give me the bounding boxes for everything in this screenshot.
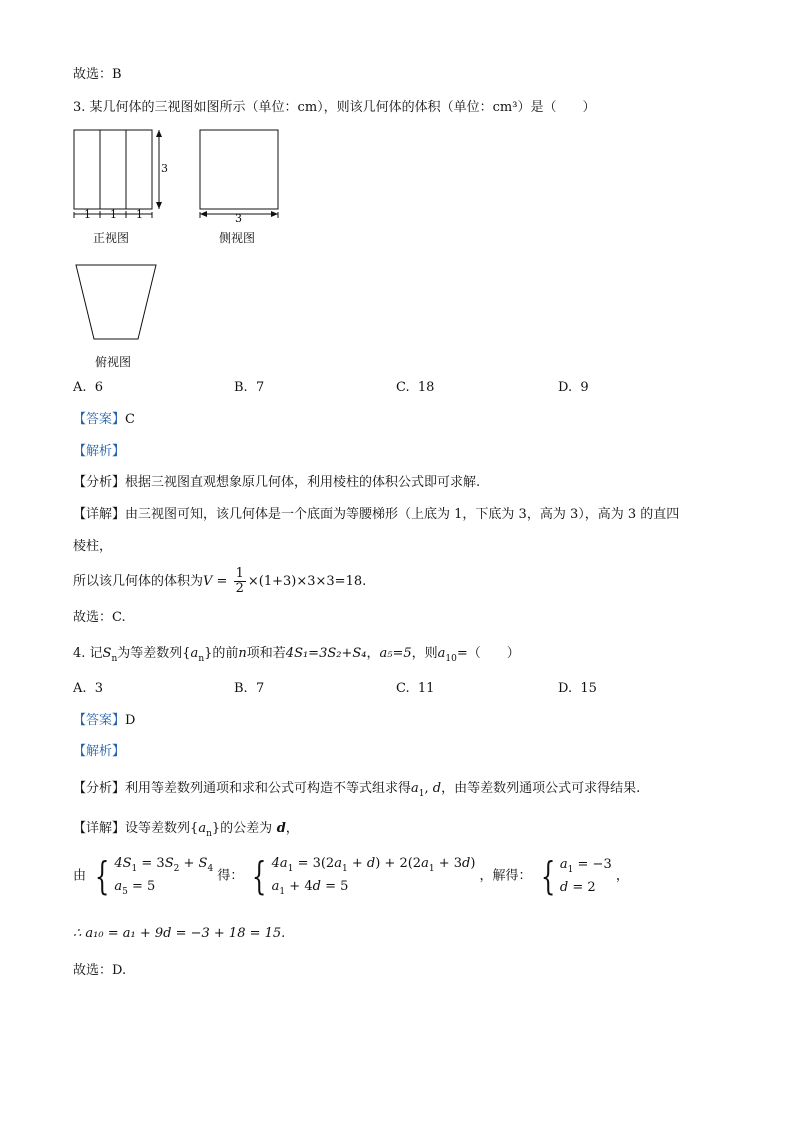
volume-formula: V = $\frac{1}{2}$ ×(1+3)×3×3=18 bbox=[203, 566, 363, 596]
q4-option-c: C. 11 bbox=[396, 681, 435, 696]
system-expanded: { $4a_1 = 3(2a_1 + d) + 2(2a_1 + 3d)$ $a_1 + 4d = 5$ bbox=[252, 854, 476, 898]
three-view-figure bbox=[60, 125, 300, 375]
system-given: { $4S_1 = 3S_2 + S_4$ $a_5 = 5$ bbox=[94, 854, 214, 898]
q4-xiangjie: 【详解】设等差数列$\{a_n\}$的公差为 d， bbox=[73, 821, 299, 839]
top-view-label: 俯视图 bbox=[95, 355, 132, 369]
q3-jiexi-tag: 【解析】 bbox=[73, 444, 126, 459]
q4-fenxi: 【分析】利用等差数列通项和求和公式可构造不等式组求得$a_1$, d，由等差数列通项公式可求得结果. bbox=[73, 781, 641, 799]
side-view-label: 侧视图 bbox=[219, 231, 256, 245]
dim-height: 3 bbox=[161, 162, 168, 175]
q3-answer: 【答案】C bbox=[73, 412, 135, 427]
q4-system-line: 由 { $4S_1 = 3S_2 + S_4$ $a_5 = 5$ 得： { $4a_1 = 3(2a_1 + d) + 2(2a_1 + 3d)$ $a_1 + 4d = 5$ ，解得： { $a_1 = -3$ d = 2 ， bbox=[73, 854, 629, 898]
q4-stem: 4. 记$S_n$为等差数列$\{a_n\}$的前n项和若4S₁=3S₂+S₄，a₅=5，则$a_{10}=$（ ） bbox=[73, 646, 520, 664]
q3-xiangjie-line1: 【详解】由三视图可知，该几何体是一个底面为等腰梯形（上底为 1，下底为 3，高为 3），高为 3 的直四 bbox=[73, 507, 680, 522]
q3-final: 故选：C. bbox=[73, 610, 126, 625]
q3-option-c: C. 18 bbox=[396, 380, 435, 395]
q4-option-d: D. 15 bbox=[558, 681, 597, 696]
q4-conclusion: ∴ a₁₀ = a₁ + 9d = −3 + 18 = 15. bbox=[73, 926, 286, 941]
q3-stem: 3. 某几何体的三视图如图所示（单位：cm），则该几何体的体积（单位：cm³）是（ ） bbox=[73, 100, 596, 115]
dim-seg-1: 1 bbox=[84, 208, 91, 221]
top-view-drawing bbox=[76, 265, 156, 339]
q3-fenxi: 【分析】根据三视图直观想象原几何体，利用棱柱的体积公式即可求解. bbox=[73, 475, 481, 490]
front-view-label: 正视图 bbox=[93, 231, 130, 245]
dim-seg-3: 1 bbox=[136, 208, 143, 221]
q4-answer: 【答案】D bbox=[73, 713, 136, 728]
front-view-drawing bbox=[74, 130, 162, 218]
q3-option-a: A. 6 bbox=[73, 380, 104, 395]
dim-seg-2: 1 bbox=[110, 208, 117, 221]
q4-final: 故选：D. bbox=[73, 963, 127, 978]
q3-xiangjie-line2: 棱柱， bbox=[73, 539, 113, 554]
q4-jiexi-tag: 【解析】 bbox=[73, 744, 126, 759]
q3-option-d: D. 9 bbox=[558, 380, 589, 395]
q3-option-b: B. 7 bbox=[234, 380, 265, 395]
prev-answer: 故选：B bbox=[73, 67, 122, 82]
q4-option-a: A. 3 bbox=[73, 681, 104, 696]
system-solution: { $a_1 = -3$ d = 2 bbox=[540, 854, 612, 898]
q3-volume-line: 所以该几何体的体积为V = $\frac{1}{2}$ ×(1+3)×3×3=18. bbox=[73, 566, 367, 596]
q4-option-b: B. 7 bbox=[234, 681, 265, 696]
dim-side-width: 3 bbox=[235, 212, 242, 225]
side-view-drawing bbox=[200, 130, 278, 218]
